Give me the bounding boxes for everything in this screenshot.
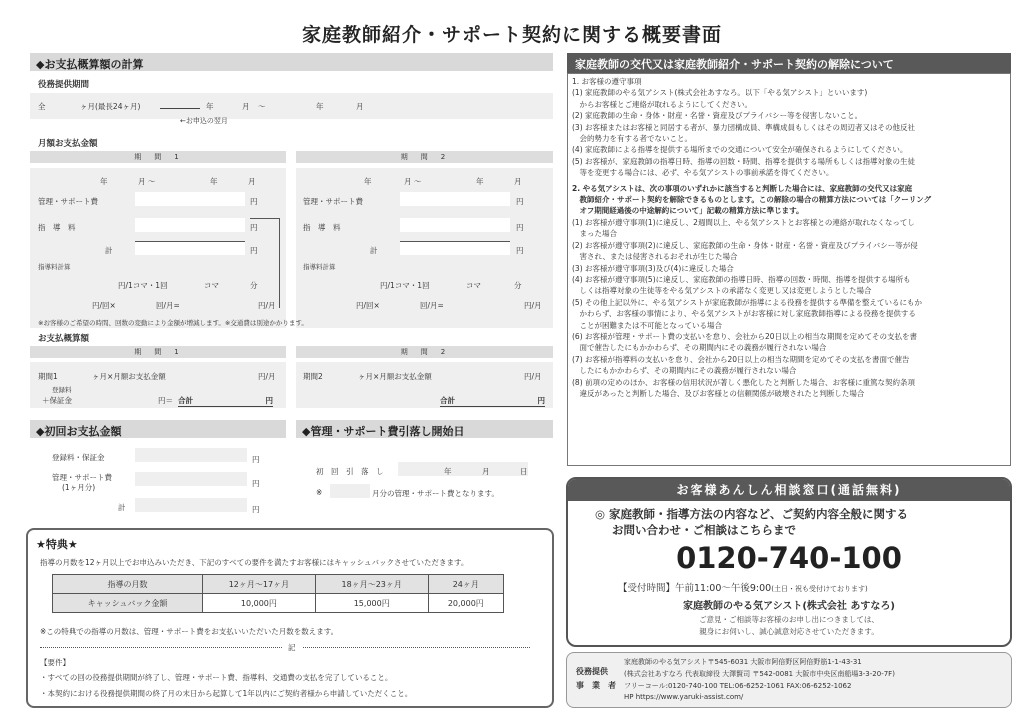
sum1: 合計 円 [178,396,273,405]
estimate-label: お支払概算額 [38,334,90,344]
fee-note: ※お客様のご希望の時間、回数の変動により金額が増減します。※交通費は別途かかります。 [38,319,308,327]
terms-line: 等を変更する場合には、必ず、やる気アシストの事前承諾を得てください。 [572,168,834,178]
terms-line: しくは指導対象の生徒等をやる気アシストの承諾なく変更し又は変更しようとした場合 [572,286,872,296]
terms-line: (6) お客様が管理・サポート費の支払いを怠り、会社から20日以上の相当な期間を定めてその支払を書 [572,331,918,341]
terms-line: 教師紹介・サポート契約を解除できるものとします。この解除の場合の精算方法については「クーリング [572,195,932,205]
terms-line: からお客様とご連絡が取れるようにしてください。 [572,99,752,109]
initial-total-field[interactable] [135,498,247,512]
tokuten-desc: 指導の月数を12ヶ月以上でお申込みいただき、下記のすべての要件を満たすお客様にはキャッシュバックさせていただきます。 [40,558,469,567]
terms-line: (3) お客様が遵守事項(3)及び(4)に違反した場合 [572,263,734,273]
terms-line: (8) 前項の定めのほか、お客様の信用状況が著しく悪化したと判断した場合、お客様に重篤な契約条項 [572,377,916,387]
debit-date-field[interactable] [398,462,528,476]
terms-line: (1) 家庭教師のやる気アシスト(株式会社あすなろ。以下「やる気アシスト」といいます) [572,88,868,98]
p2-guidance-field[interactable] [400,218,510,232]
terms-line: 2. やる気アシストは、次の事項のいずれかに該当すると判断した場合には、家庭教師の交代又は家庭 [572,183,913,193]
terms-line: (4) 家庭教師による指導を提供する場所までの交通について安全が確保されるようにしてください。 [572,145,908,155]
terms-line: 違反があったと判断した場合、及びお客様との信頼関係が破壊されたと判断した場合 [572,388,865,398]
calc-header: ◆お支払概算額の計算 [30,53,553,71]
terms-header: 家庭教師の交代又は家庭教師紹介・サポート契約の解除について [567,53,1011,73]
start-year-field[interactable] [160,97,200,109]
cashback-table: 指導の月数 12ヶ月～17ヶ月 18ヶ月～23ヶ月 24ヶ月 キャッシュバック金額 10,000円 15,000円 20,000円 [52,574,504,613]
initial-reg-field[interactable] [135,448,247,462]
terms-line: (7) お客様が指導料の支払いを怠り、会社から20日以上の相当な期間を定めてその支払を書面で催告 [572,354,910,364]
p2-total-field[interactable] [400,241,510,255]
initial-mgmt-field[interactable] [135,472,247,486]
terms-line: (5) お客様が、家庭教師の指導日時、指導の回数・時間、指導を提供する場所もしくは指導対象の生徒 [572,156,916,166]
contact-phone[interactable]: 0120-740-100 [676,541,902,575]
initial-header: ◆初回お支払金額 [30,420,286,438]
terms-line: かわらず、お客様の事情により、やる気アシストがお客様に対し家庭教師指導による役務を提供する [572,309,916,319]
contact-header: お客様あんしん相談窓口(通話無料) [568,479,1010,501]
page-title: 家庭教師紹介・サポート契約に関する概要書面 [301,24,722,46]
terms-line: したにもかかわらず、その期間内にその義務が履行されない場合 [572,366,797,376]
p2-mgmt-field[interactable] [400,192,510,206]
terms-line: (4) お客様が遵守事項(5)に違反し、家庭教師の指導日時、指導の回数・時間、指導を提供する場所も [572,274,911,284]
debit-month-field[interactable] [330,484,370,498]
p1-total-field[interactable] [135,241,245,255]
p1-arrow-line [250,218,280,308]
tokuten-title: ★特典★ [36,538,78,551]
terms-line: 1. お客様の遵守事項 [572,77,642,86]
terms-line: (3) お客様またはお客様と同居する者が、暴力団構成員、準構成員もしくはその周辺者又はその他反社 [572,122,916,132]
terms-line: (2) 家庭教師の生命・身体・財産・名誉・資産及びプライバシー等を侵害しないこと。 [572,111,863,121]
terms-text [572,76,1008,399]
contact-hours: 【受付時間】午前11:00～午後9:00(土日・祝も受付けております) [618,583,868,594]
terms-line: ことが困難または不可能となっている場合 [572,320,722,330]
debit-header: ◆管理・サポート費引落し開始日 [296,420,553,438]
sum2: 合計 円 [440,396,545,405]
terms-line: 面で催告したにもかかわらず、その期間内にその義務が履行されない場合 [572,343,827,353]
terms-line: 害され、または侵害されるおそれが生じた場合 [572,252,738,262]
terms-line: (1) お客様が遵守事項(1)に違反し、2週間以上、やる気アシストとお客様との連絡が取れなくなってし [572,217,915,227]
p1-mgmt-field[interactable] [135,192,245,206]
terms-line: (5) その他上記以外に、やる気アシストが家庭教師が指導による役務を提供する準備を整えているにもか [572,297,922,307]
terms-line: オフ期間経過後の中途解約について」記載の精算方法に準じます。 [572,206,804,216]
terms-line: まった場合 [572,229,617,239]
monthly-label: 月額お支払金額 [38,139,98,149]
apply-note: ←お申込の翌月 [180,117,228,125]
period-label: 役務提供期間 [38,80,90,90]
terms-line: 会的勢力を有する者でないこと。 [572,134,692,144]
p1-guidance-field[interactable] [135,218,245,232]
terms-line: (2) お客様が遵守事項(2)に違反し、家庭教師の生命・身体・財産・名誉・資産及びプライバシー等が侵 [572,240,918,250]
